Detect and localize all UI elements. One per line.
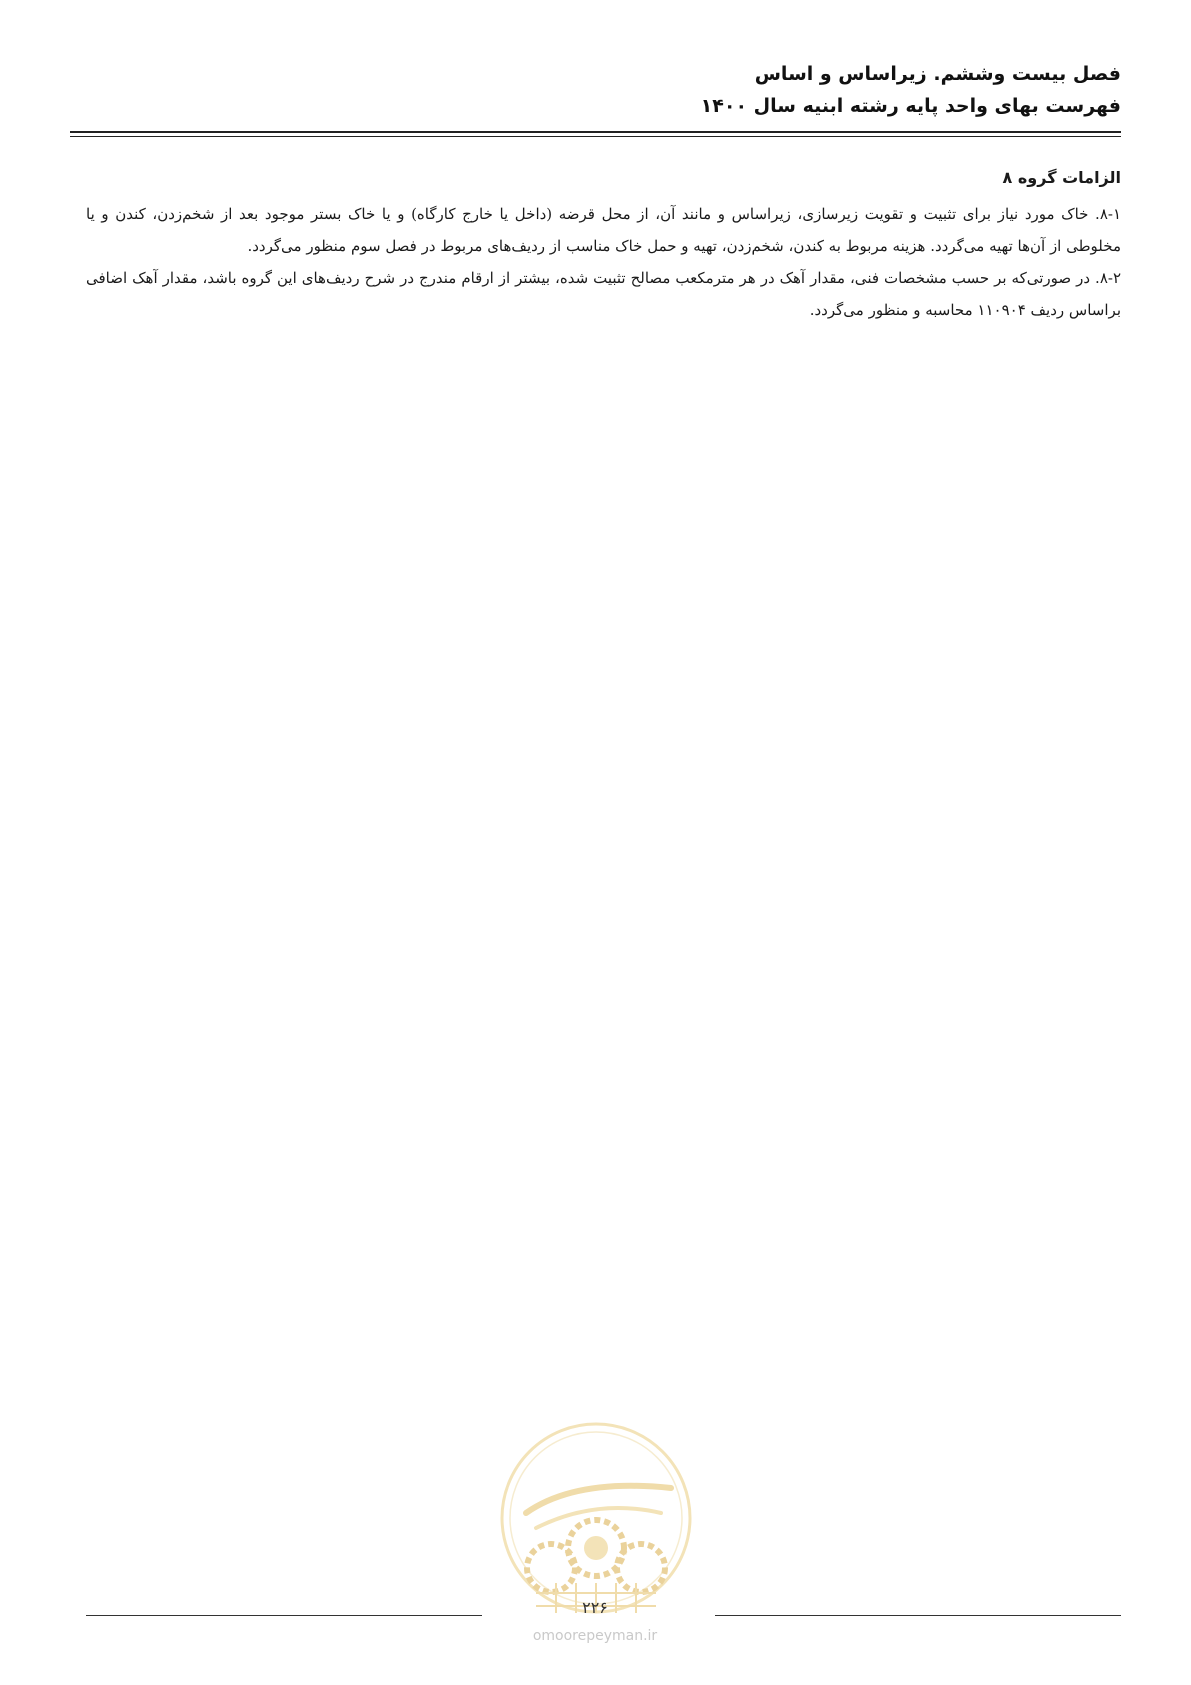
watermark-logo [496, 1418, 696, 1618]
section-title: الزامات گروه ۸ [1002, 168, 1121, 187]
document-title: فهرست بهای واحد پایه رشته ابنیه سال ۱۴۰۰ [700, 95, 1121, 117]
paragraph-8-2: ۸-۲. در صورتی‌که بر حسب مشخصات فنی، مقدار آهک در هر مترمکعب مصالح تثبیت شده، بیشتر از ارقام مندرج در شرح ردیف‌های این گروه باشد، مقدار آهک اضافی براساس ردیف ۱۱۰۹۰۴ محاسبه و منظور می‌گردد. [86, 269, 1121, 319]
chapter-title: فصل بیست وششم. زیراساس و اساس [754, 63, 1121, 85]
page-header [70, 58, 1121, 122]
footer-rule-right [715, 1615, 1121, 1616]
header-rule-thick [70, 131, 1121, 133]
website-watermark: omoorepeyman.ir [532, 1628, 658, 1644]
page-number: ۲۲۶ [582, 1598, 608, 1617]
page-body [86, 160, 1121, 326]
footer-rule-left [86, 1615, 482, 1616]
paragraph-8-1: ۸-۱. خاک مورد نیاز برای تثبیت و تقویت زیرسازی، زیراساس و مانند آن، از محل قرضه (داخل یا خارج کارگاه) و یا خاک بستر موجود بعد از شخم‌زدن، کندن و یا مخلوطی از آن‌ها تهیه می‌گردد. هزینه مربوط به کندن، شخم‌زدن، تهیه و حمل خاک مناسب از ردیف‌های مربوط در فصل سوم منظور می‌گردد. [86, 205, 1121, 255]
header-rule-thin [70, 136, 1121, 137]
